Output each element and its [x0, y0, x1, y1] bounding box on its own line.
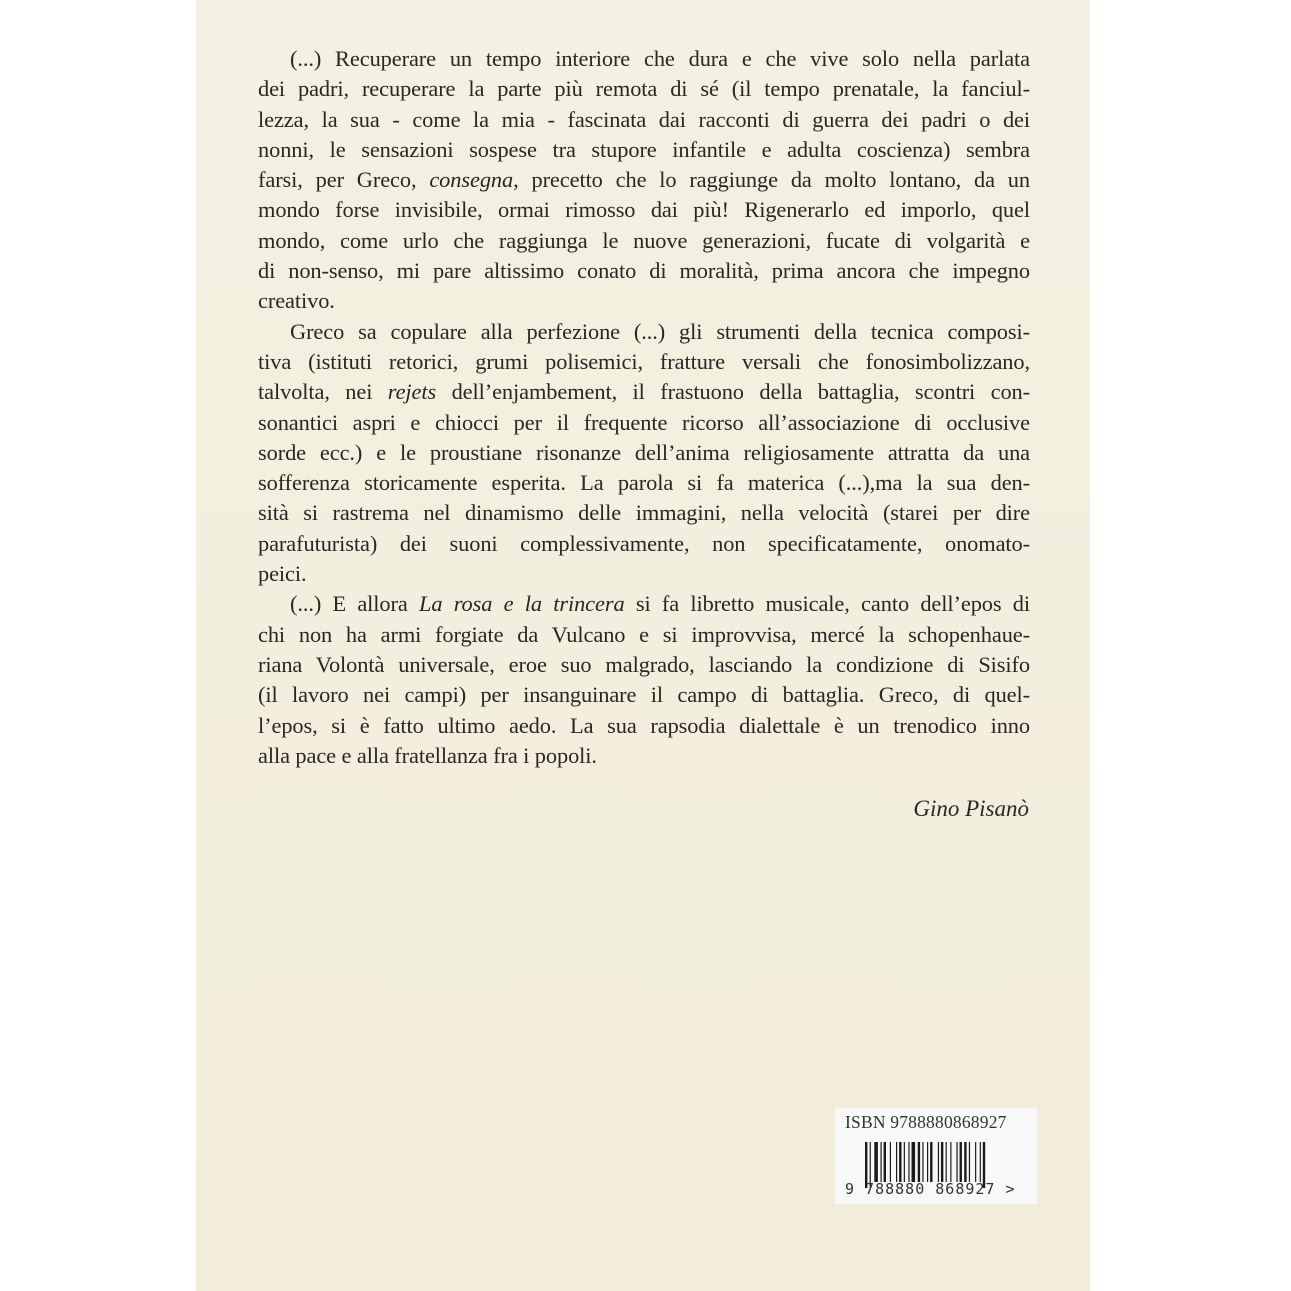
text-line: riana Volontà universale, eroe suo malgrado, lasciando la condizione di Sisifo	[258, 651, 1030, 677]
text-line: mondo forse invisibile, ormai rimosso dai più! Rigenerarlo ed imporlo, quel	[258, 197, 1030, 223]
text-line: di non-senso, mi pare altissimo conato di moralità, prima ancora che impegno	[258, 258, 1030, 284]
text-line: farsi, per Greco, consegna, precetto che lo raggiunge da molto lontano, da un	[258, 167, 1030, 193]
text-line: mondo, come urlo che raggiunga le nuove generazioni, fucate di volgarità e	[258, 227, 1030, 253]
text-line: sonantici aspri e chiocci per il frequente ricorso all’associazione di occlusive	[258, 409, 1030, 435]
text-line: alla pace e alla fratellanza fra i popoli.	[258, 742, 597, 768]
text-line: sorde ecc.) e le proustiane risonanze dell’anima religiosamente attratta da una	[258, 439, 1030, 465]
text-line: (...) Recuperare un tempo interiore che dura e che vive solo nella parlata	[290, 46, 1030, 71]
text-line: peici.	[258, 561, 307, 587]
text-line: sità si rastrema nel dinamismo delle immagini, nella velocità (starei per dire	[258, 500, 1030, 526]
text-line: l’epos, si è fatto ultimo aedo. La sua rapsodia dialettale è un trenodico inno	[258, 712, 1030, 738]
isbn-number: ISBN 9788880868927	[845, 1112, 1007, 1132]
text-line: lezza, la sua - come la mia - fascinata dai racconti di guerra dei padri o dei	[258, 106, 1030, 132]
author-signature: Gino Pisanò	[913, 796, 1029, 821]
text-line: Greco sa copulare alla perfezione (...) gli strumenti della tecnica composi-	[290, 318, 1030, 344]
barcode-digits: 9 788880 868927 >	[845, 1180, 1016, 1198]
text-line: parafuturista) dei suoni complessivamente, non specificatamente, onomato-	[258, 530, 1030, 556]
text-line: sofferenza storicamente esperita. La parola si fa materica (...),ma la sua den-	[258, 470, 1030, 496]
text-line: nonni, le sensazioni sospese tra stupore infantile e adulta coscienza) sembra	[258, 136, 1030, 162]
text-line: talvolta, nei rejets dell’enjambement, il frastuono della battaglia, scontri con-	[258, 379, 1030, 405]
isbn-barcode-label	[835, 1108, 1037, 1204]
blurb-text	[258, 44, 1030, 771]
text-line: dei padri, recuperare la parte più remota di sé (il tempo prenatale, la fanciul-	[258, 76, 1030, 102]
text-line: creativo.	[258, 288, 335, 314]
text-line: tiva (istituti retorici, grumi polisemici, fratture versali che fonosimbolizzano,	[258, 348, 1030, 374]
book-back-cover	[196, 0, 1090, 1291]
text-line: (il lavoro nei campi) per insanguinare il campo di battaglia. Greco, di quel-	[258, 682, 1030, 708]
text-line: chi non ha armi forgiate da Vulcano e si improvvisa, mercé la schopenhaue-	[258, 621, 1030, 647]
text-line: (...) E allora La rosa e la trincera si fa libretto musicale, canto dell’epos di	[290, 591, 1030, 617]
